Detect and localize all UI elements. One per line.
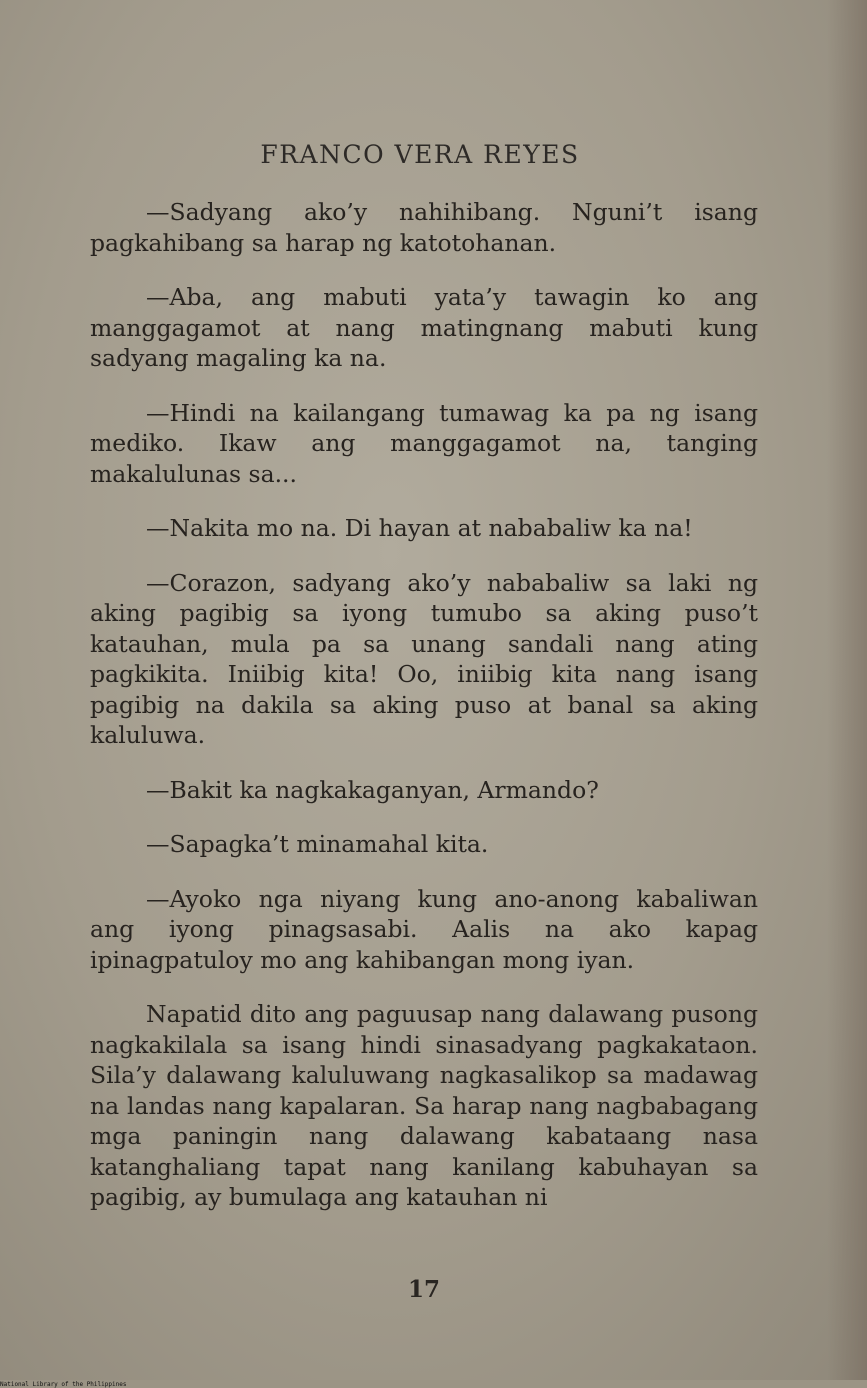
footer-credit: National Library of the Philippines	[0, 1381, 127, 1388]
running-head: FRANCO VERA REYES	[260, 140, 580, 169]
narrative-paragraph: Napatid dito ang paguusap nang dalawang pusong nagkakilala sa isang hindi sinasadyang pagkakataon. Sila’y dalawang kaluluwang nagkasalikop sa madawag na landas nang kapalaran. Sa harap nang nagbabagang mga paningin nang dalawang kabataang nasa katanghaliang tapat nang kanilang kabuhayan sa pagibig, ay bumulaga ang katauhan ni	[90, 1000, 758, 1211]
page-edge-shadow	[827, 0, 867, 1380]
dialogue-paragraph: —Sadyang ako’y nahihibang. Nguni’t isang pagkahibang sa harap ng katotohanan.	[90, 198, 758, 257]
dialogue-paragraph: —Ayoko nga niyang kung ano-anong kabaliwan ang iyong pinagsasabi. Aalis na ako kapag ipinagpatuloy mo ang kahibangan mong iyan.	[90, 884, 758, 974]
body-text	[90, 197, 758, 1237]
dialogue-paragraph: —Corazon, sadyang ako’y nababaliw sa laki ng aking pagibig sa iyong tumubo sa aking puso’t katauhan, mula pa sa unang sandali nang ating pagkikita. Iniibig kita! Oo, iniibig kita nang isang pagibig na dakila sa aking puso at banal sa aking kaluluwa.	[90, 568, 758, 749]
dialogue-paragraph: —Hindi na kailangang tumawag ka pa ng isang mediko. Ikaw ang manggagamot na, tanging makalulunas sa...	[90, 398, 758, 488]
dialogue-paragraph: —Nakita mo na. Di hayan at nababaliw ka na!	[146, 514, 693, 542]
dialogue-paragraph: —Sapagka’t minamahal kita.	[146, 830, 489, 858]
page-number: 17	[407, 1276, 440, 1303]
dialogue-paragraph: —Aba, ang mabuti yata’y tawagin ko ang manggagamot at nang matingnang mabuti kung sadyang magaling ka na.	[90, 283, 758, 372]
dialogue-paragraph: —Bakit ka nagkakaganyan, Armando?	[146, 775, 599, 804]
